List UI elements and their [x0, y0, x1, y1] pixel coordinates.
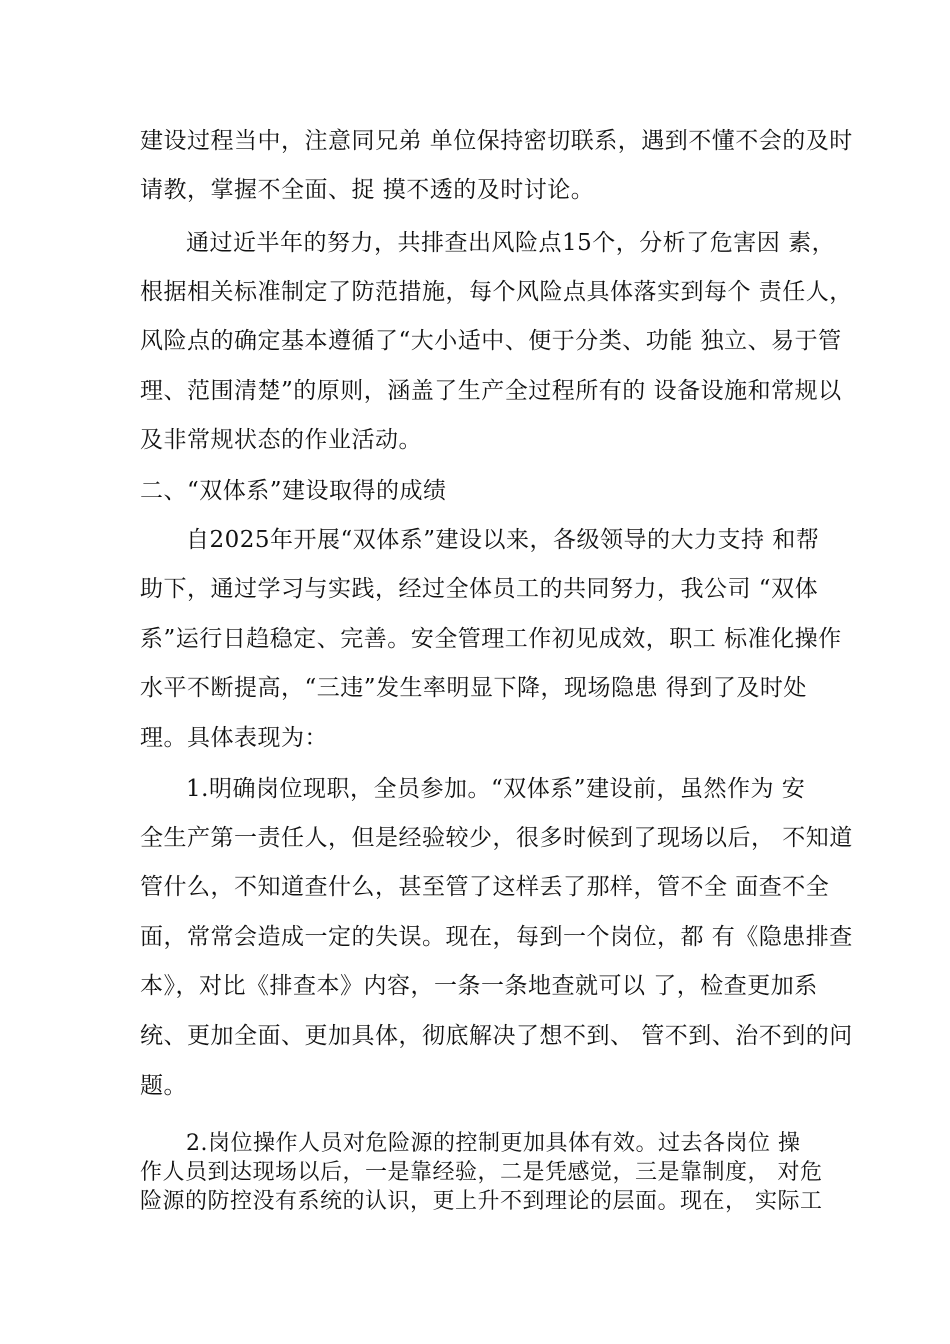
body-text-line: 水平不断提高，“三违”发生率明显下降，现场隐患 得到了及时处 [140, 675, 807, 701]
body-text-line: 通过近半年的努力，共排查出风险点15个，分析了危害因 素， [186, 230, 836, 256]
body-text-line: 管什么，不知道查什么，甚至管了这样丢了那样，管不全 面查不全 [140, 874, 830, 900]
body-text-line: 全生产第一责任人，但是经验较少，很多时候到了现场以后， 不知道 [140, 825, 853, 851]
body-text-line: 险源的防控没有系统的认识，更上升不到理论的层面。现在， 实际工 [140, 1189, 823, 1214]
body-text-line: 面，常常会造成一定的失误。现在，每到一个岗位，都 有《隐患排查 [140, 924, 853, 950]
body-text-line: 风险点的确定基本遵循了“大小适中、便于分类、功能 独立、易于管 [140, 328, 842, 354]
body-text-line: 建设过程当中，注意同兄弟 单位保持密切联系，遇到不懂不会的及时 [140, 128, 853, 154]
body-text-line: 统、更加全面、更加具体，彻底解决了想不到、 管不到、治不到的问 [140, 1023, 853, 1049]
body-text-line: 自2025年开展“双体系”建设以来，各级领导的大力支持 和帮 [186, 527, 820, 553]
body-text-line: 理。具体表现为： [140, 725, 328, 751]
body-text-line: 作人员到达现场以后，一是靠经验，二是凭感觉，三是靠制度， 对危 [140, 1160, 823, 1185]
body-text-line: 请教，掌握不全面、捉 摸不透的及时讨论。 [140, 177, 595, 203]
body-text-line: 理、范围清楚”的原则，涵盖了生产全过程所有的 设备设施和常规以 [140, 378, 842, 404]
section-heading: 二、“双体系”建设取得的成绩 [140, 478, 447, 504]
body-text-line: 2.岗位操作人员对危险源的控制更加具体有效。过去各岗位 操 [186, 1131, 801, 1156]
body-text-line: 助下，通过学习与实践，经过全体员工的共同努力，我公司 “双体 [140, 576, 819, 602]
body-text-line: 根据相关标准制定了防范措施，每个风险点具体落实到每个 责任人， [140, 279, 853, 305]
body-text-line: 1.明确岗位现职，全员参加。“双体系”建设前，虽然作为 安 [186, 776, 806, 802]
body-text-line: 本》，对比《排查本》内容，一条一条地查就可以 了，检查更加系 [140, 973, 818, 999]
body-text-line: 及非常规状态的作业活动。 [140, 427, 422, 453]
body-text-line: 题。 [140, 1073, 187, 1099]
body-text-line: 系”运行日趋稳定、完善。安全管理工作初见成效，职工 标准化操作 [140, 626, 842, 652]
